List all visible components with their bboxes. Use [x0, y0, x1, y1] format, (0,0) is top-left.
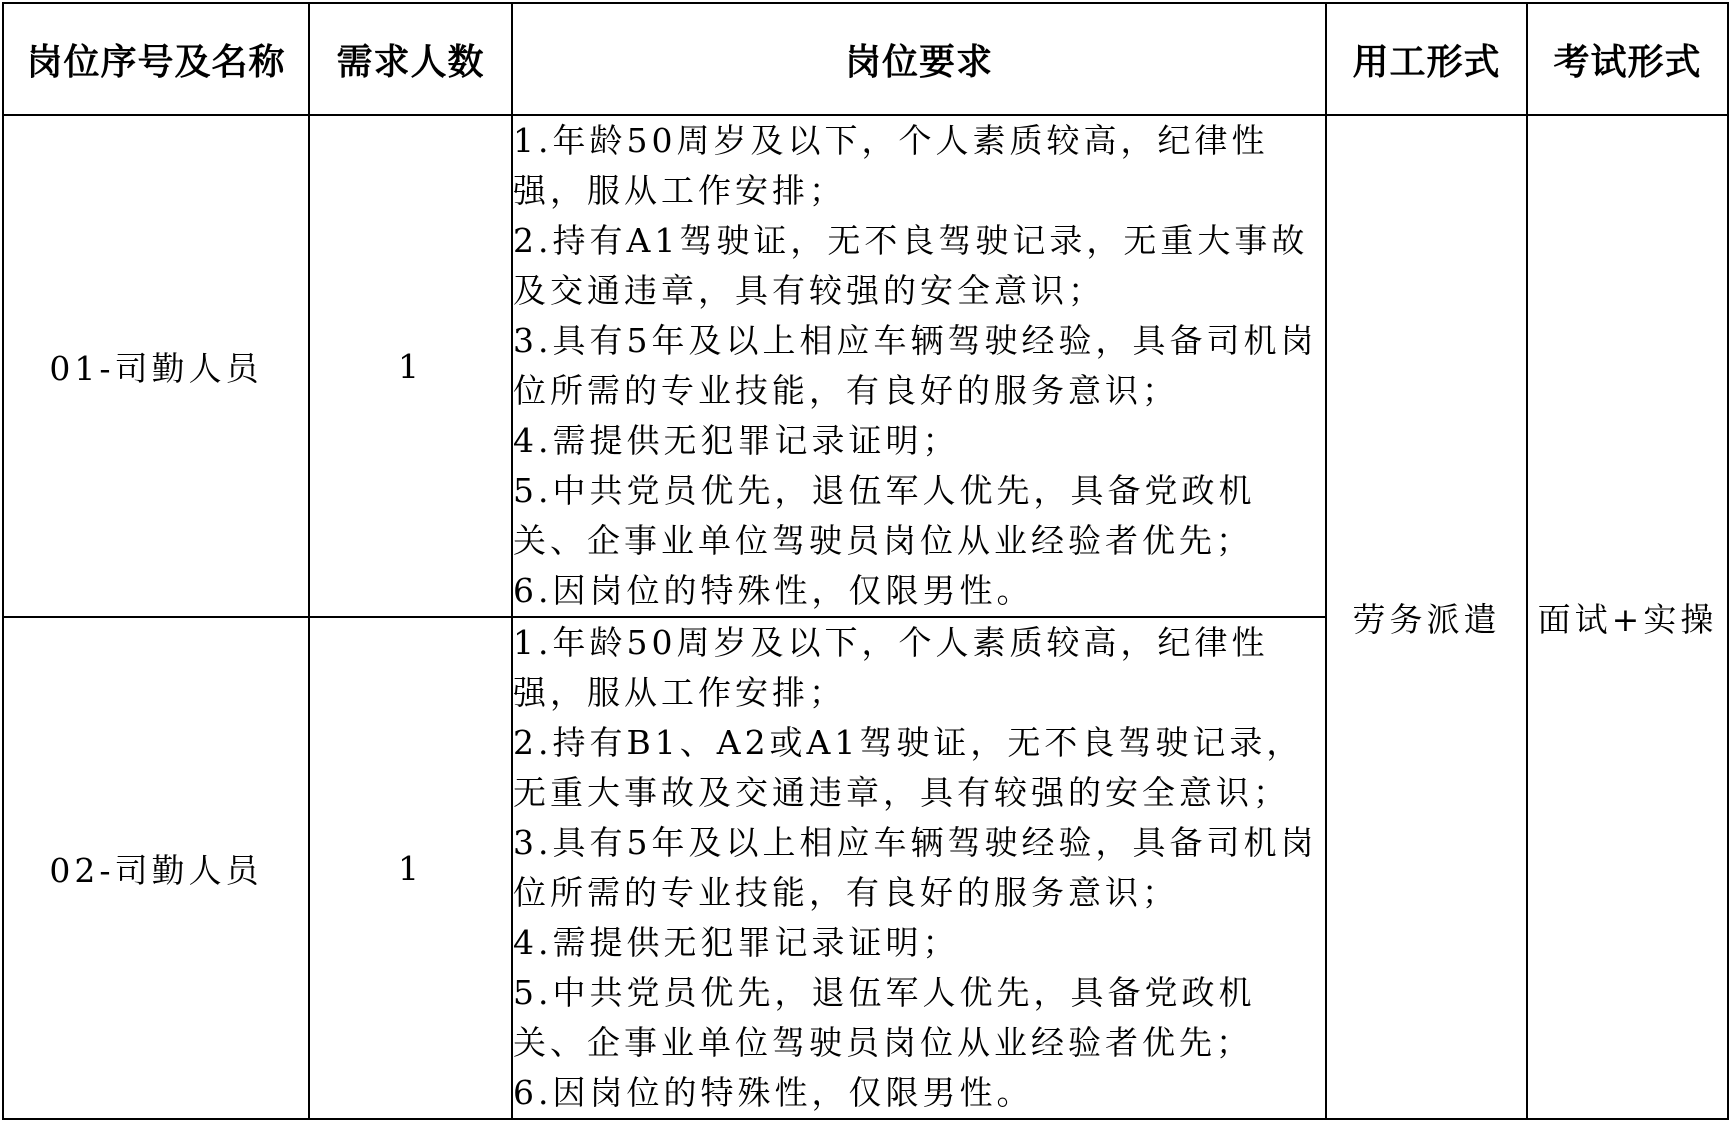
employment-type: 劳务派遣	[1326, 115, 1527, 1119]
requirement-item: 4.需提供无犯罪记录证明；	[513, 923, 960, 962]
requirements-cell	[512, 617, 1326, 1119]
requirement-item: 3.具有5年及以上相应车辆驾驶经验，具备司机岗位所需的专业技能，有良好的服务意识；	[513, 321, 1318, 410]
requirement-item: 2.持有B1、A2或A1驾驶证，无不良驾驶记录，无重大事故及交通违章，具有较强的安全意识；	[513, 723, 1304, 812]
position-name: 01-司勤人员	[3, 115, 309, 617]
requirement-item: 4.需提供无犯罪记录证明；	[513, 421, 960, 460]
headcount: 1	[309, 115, 512, 617]
requirement-item: 5.中共党员优先，退伍军人优先，具备党政机关、企事业单位驾驶员岗位从业经验者优先；	[513, 973, 1256, 1062]
requirement-item: 5.中共党员优先，退伍军人优先，具备党政机关、企事业单位驾驶员岗位从业经验者优先；	[513, 471, 1256, 560]
exam-type: 面试+实操	[1527, 115, 1728, 1119]
requirement-item: 1.年龄50周岁及以下，个人素质较高，纪律性强，服从工作安排；	[513, 623, 1269, 712]
requirement-item: 2.持有A1驾驶证，无不良驾驶记录，无重大事故及交通违章，具有较强的安全意识；	[513, 221, 1309, 310]
requirement-item: 3.具有5年及以上相应车辆驾驶经验，具备司机岗位所需的专业技能，有良好的服务意识；	[513, 823, 1318, 912]
requirements-cell	[512, 115, 1326, 617]
job-requirements-table	[2, 2, 1729, 1120]
requirement-item: 6.因岗位的特殊性，仅限男性。	[513, 571, 1034, 610]
header-row	[3, 3, 1728, 115]
position-name: 02-司勤人员	[3, 617, 309, 1119]
requirement-item: 1.年龄50周岁及以下，个人素质较高，纪律性强，服从工作安排；	[513, 121, 1269, 210]
header-position: 岗位序号及名称	[3, 3, 309, 115]
header-count: 需求人数	[309, 3, 512, 115]
table-row	[3, 115, 1728, 617]
headcount: 1	[309, 617, 512, 1119]
header-requirements: 岗位要求	[512, 3, 1326, 115]
header-employment: 用工形式	[1326, 3, 1527, 115]
header-exam: 考试形式	[1527, 3, 1728, 115]
requirement-item: 6.因岗位的特殊性，仅限男性。	[513, 1073, 1034, 1112]
